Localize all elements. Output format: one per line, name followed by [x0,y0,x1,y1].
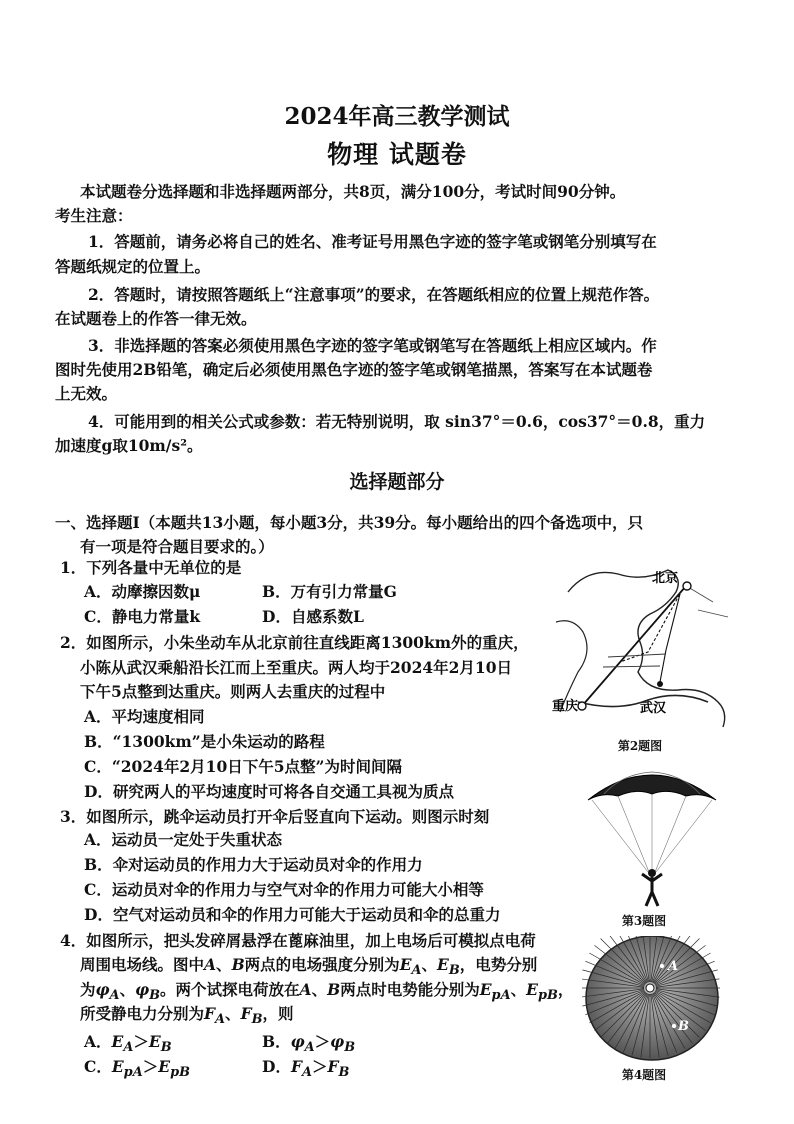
note-3-line-2: 图时先使用2B铅笔，确定后必须使用黑色字迹的签字笔或钢笔描黑，答案写在本试题卷 [55,360,653,379]
q4-option-c: C．$E_{pA}>E_{pB}$ [84,1057,190,1081]
part1-instructions-line-1: 一、选择题Ⅰ（本题共13小题，每小题3分，共39分。每小题给出的四个备选项中，只 [55,513,644,532]
q3-parachute-figure [582,760,722,910]
q4-stem-line-1: 4．如图所示，把头发碎屑悬浮在蓖麻油里，加上电场后可模拟点电荷 [60,931,536,950]
q4-stem-line-4: 所受静电力分别为$F_A$、$F_B$，则 [80,1004,294,1028]
q4-option-a: A．$E_A>E_B$ [84,1032,172,1056]
q4-option-d: D．$F_A>F_B$ [262,1057,350,1081]
part1-instructions-line-2: 有一项是符合题目要求的。） [80,537,274,556]
q1-option-a: A．动摩擦因数μ [84,582,201,601]
note-3-line-3: 上无效。 [55,384,118,403]
note-3-line-1: 3．非选择题的答案必须使用黑色字迹的签字笔或钢笔写在答题纸上相应区域内。作 [88,336,657,355]
q2-option-a: A．平均速度相同 [84,707,205,726]
q3-option-b: B．伞对运动员的作用力大于运动员对伞的作用力 [84,855,423,874]
map-label-beijing: 北京 [652,571,679,586]
q2-option-c: C．“2024年2月10日下午5点整”为时间间隔 [84,757,402,776]
point-a-label: A [668,959,679,974]
note-4-line-2: 加速度g取10m/s²。 [55,436,203,455]
q1-stem: 1．下列各量中无单位的是 [60,558,242,577]
q2-stem-line-1: 2．如图所示，小朱坐动车从北京前往直线距离1300km外的重庆， [60,633,529,652]
q3-figure-caption: 第3题图 [621,914,667,928]
q2-option-b: B．“1300km”是小朱运动的路程 [84,732,325,751]
q4-figure-caption: 第4题图 [621,1068,667,1082]
note-1-line-1: 1．答题前，请务必将自己的姓名、准考证号用黑色字迹的签字笔或钢笔分别填写在 [88,232,657,251]
paper-title: 物理 试题卷 [327,140,467,169]
q1-option-b: B．万有引力常量G [262,582,397,601]
q1-option-d: D．自感系数L [262,607,364,626]
q2-map-figure [548,562,744,732]
q4-field-lines-figure [582,936,722,1064]
note-4-line-1: 4．可能用到的相关公式或参数：若无特别说明，取 sin37°＝0.6，cos37°＝0.8，重力 [88,412,706,431]
q2-stem-line-3: 下午5点整到达重庆。则两人去重庆的过程中 [80,682,386,701]
q4-option-b: B．$\varphi_A>\varphi_B$ [262,1032,356,1056]
map-label-chongqing: 重庆 [552,699,579,714]
note-1-line-2: 答题纸规定的位置上。 [55,257,211,276]
note-2-line-2: 在试题卷上的作答一律无效。 [55,309,257,328]
note-2-line-1: 2．答题时，请按照答题纸上“注意事项”的要求，在答题纸相应的位置上规范作答。 [88,285,660,304]
q3-option-c: C．运动员对伞的作用力与空气对伞的作用力可能大小相等 [84,880,484,899]
point-b-label: B [678,1019,689,1034]
section-title: 选择题部分 [349,471,445,493]
q2-stem-line-2: 小陈从武汉乘船沿长江而上至重庆。两人均于2024年2月10日 [80,658,512,677]
q4-stem-line-2: 周围电场线。图中A、B两点的电场强度分别为$E_A$、$E_B$，电势分别 [80,955,538,979]
q3-stem: 3．如图所示，跳伞运动员打开伞后竖直向下运动。则图示时刻 [60,807,490,826]
notice-label: 考生注意： [55,206,133,225]
q2-figure-caption: 第2题图 [617,739,663,753]
q4-stem-line-3: 为$\varphi_A$、$\varphi_B$。两个试探电荷放在A、B两点时电势能分别为$E_{pA}$、$E_{pB}$， [80,980,574,1004]
exam-title: 2024年高三教学测试 [284,103,510,130]
q3-option-a: A．运动员一定处于失重状态 [84,830,283,849]
map-label-wuhan: 武汉 [640,701,667,716]
q2-option-d: D．研究两人的平均速度时可将各自交通工具视为质点 [84,782,454,801]
intro-summary: 本试题卷分选择题和非选择题两部分，共8页，满分100分，考试时间90分钟。 [80,182,626,201]
q3-option-d: D．空气对运动员和伞的作用力可能大于运动员和伞的总重力 [84,905,501,924]
q1-option-c: C．静电力常量k [84,607,201,626]
